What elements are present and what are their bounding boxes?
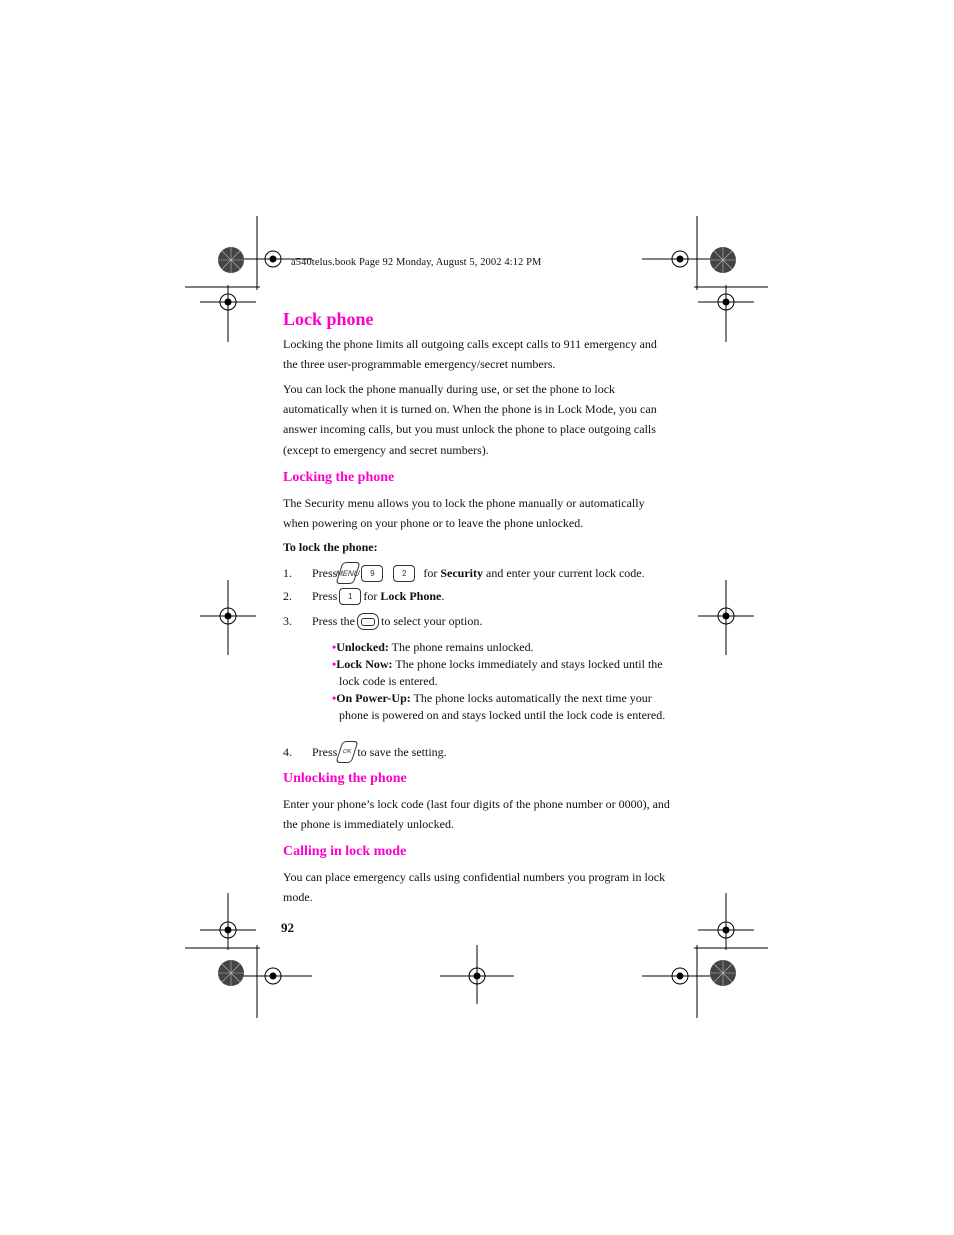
menu-key-icon: MENU [336,562,361,584]
intro-paragraph-1: Locking the phone limits all outgoing calls except calls to 911 emergency and the three user-programmable emergency/secret numbers. [283,337,657,372]
calling-heading: Calling in lock mode [283,844,407,859]
navigation-key-icon [357,613,379,630]
locking-paragraph: The Security menu allows you to lock the phone manually or automatically when powering on your phone or to leave the phone unlocked. [283,496,645,531]
option-lock-now [332,656,677,690]
step-number: 4. [283,744,292,759]
locking-heading: Locking the phone [283,470,395,485]
step-number: 2. [283,589,292,603]
step-bold: Lock Phone [380,589,442,603]
option-text: The phone remains unlocked. [388,640,534,654]
intro-paragraph-2: You can lock the phone manually during use, or set the phone to lock automatically when it is turned on. When the phone is in Lock Mode, you can answer incoming calls, but you must unlock the phone to place outgoing calls (except to emergency and secret numbers). [283,382,657,457]
bullet: • [332,691,337,705]
step-4 [283,741,447,763]
step-number: 1. [283,565,292,580]
step-rest: to select your option. [381,614,483,628]
key-2-icon: 2 [393,565,415,582]
step-rest: and enter your current lock code. [486,565,645,580]
page-number: 92 [281,920,294,935]
step-press: Press the [312,614,355,628]
option-unlocked [332,639,677,656]
calling-paragraph: You can place emergency calls using confidential numbers you program in lock mode. [283,870,666,905]
step-for: for [363,589,378,603]
option-on-power-up [332,690,677,724]
step-for: for [423,565,438,580]
unlocking-paragraph: Enter your phone’s lock code (last four digits of the phone number or 0000), and the phone is immediately unlocked. [283,797,670,832]
step-bold: Security [440,565,483,580]
option-label: Unlocked: [336,640,389,654]
option-label: Lock Now: [336,657,393,671]
page-title: Lock phone [283,309,374,329]
step-press: Press [312,744,338,759]
step-rest: to save the setting. [357,744,447,759]
step-3 [283,613,482,630]
unlocking-heading: Unlocking the phone [283,771,407,786]
key-9-icon: 9 [361,565,383,582]
bullet: • [332,640,337,654]
step-2 [283,588,444,605]
option-label: On Power-Up: [336,691,411,705]
key-1-icon: 1 [339,588,361,605]
step-number: 3. [283,614,292,628]
ok-key-icon: OK [336,741,359,763]
step-rest: . [441,589,445,603]
to-lock-subheading: To lock the phone: [283,540,378,554]
step-1 [283,562,645,584]
step-press: Press [312,589,338,603]
bullet: • [332,657,337,671]
book-slug: a540telus.book Page 92 Monday, August 5, 2002 4:12 PM [291,257,542,268]
option-text: The phone locks automatically the next time your phone is powered on and stays locked until the lock code is entered. [339,691,666,722]
option-text: The phone locks immediately and stays locked until the lock code is entered. [339,657,663,688]
step-press: Press [312,565,338,580]
